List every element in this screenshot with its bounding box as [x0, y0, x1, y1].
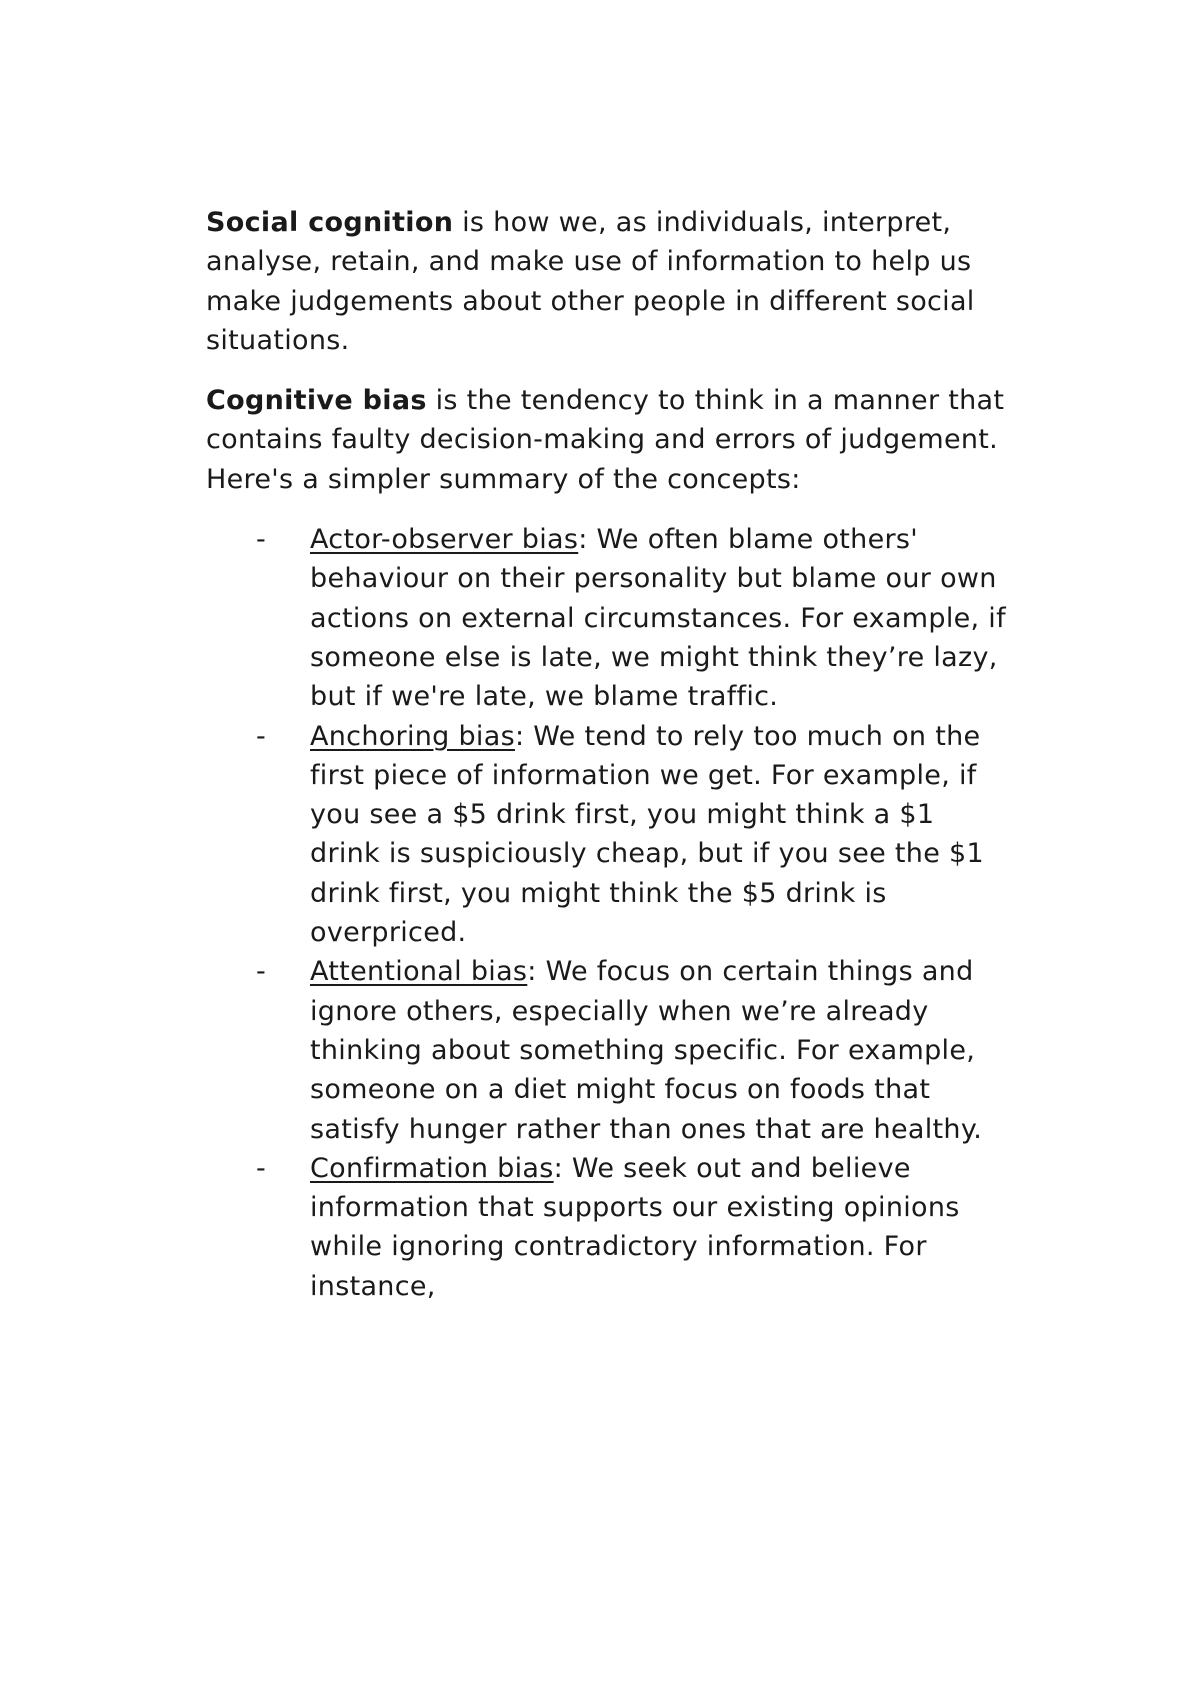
bullet-dash: -	[256, 720, 267, 752]
term-actor-observer-bias: Actor-observer bias	[310, 524, 579, 556]
term-attentional-bias: Attentional bias	[310, 956, 528, 988]
list-item-attentional-bias	[206, 952, 1006, 1148]
document-body	[206, 203, 1006, 1306]
description-actor-observer-bias: : We often blame others' behaviour on their personality but blame our own actions on external circumstances. For example, if someone else is late, we might think they’re lazy, but if we're late, we blame traffic.	[310, 524, 1006, 713]
list-item-anchoring-bias	[206, 717, 1006, 953]
term-anchoring-bias: Anchoring bias	[310, 720, 515, 752]
paragraph-social-cognition	[206, 203, 1006, 360]
term-cognitive-bias: Cognitive bias	[206, 385, 427, 417]
paragraph-cognitive-bias	[206, 381, 1006, 499]
definition-cognitive-bias: is the tendency to think in a manner that contains faulty decision-making and errors of judgement. Here's a simpler summary of the concepts:	[206, 385, 1005, 495]
term-confirmation-bias: Confirmation bias	[310, 1152, 554, 1184]
description-anchoring-bias: : We tend to rely too much on the first piece of information we get. For example, if you see a $5 drink first, you might think a $1 drink is suspiciously cheap, but if you see the $1 drink first, you might think the $5 drink is overpriced.	[310, 720, 984, 949]
description-confirmation-bias: : We seek out and believe information that supports our existing opinions while ignoring contradictory information. For instance,	[310, 1152, 960, 1302]
bullet-dash: -	[256, 956, 267, 988]
bullet-dash: -	[256, 524, 267, 556]
description-attentional-bias: : We focus on certain things and ignore others, especially when we’re already thinking about something specific. For example, someone on a diet might focus on foods that satisfy hunger rather than ones that are healthy.	[310, 956, 983, 1145]
list-item-actor-observer-bias	[206, 520, 1006, 716]
bias-list	[206, 520, 1006, 1306]
term-social-cognition: Social cognition	[206, 207, 454, 238]
bullet-dash: -	[256, 1152, 267, 1184]
list-item-confirmation-bias	[206, 1149, 1006, 1306]
definition-social-cognition: is how we, as individuals, interpret, analyse, retain, and make use of information to help us make judgements about other people in different social situations.	[206, 207, 975, 356]
